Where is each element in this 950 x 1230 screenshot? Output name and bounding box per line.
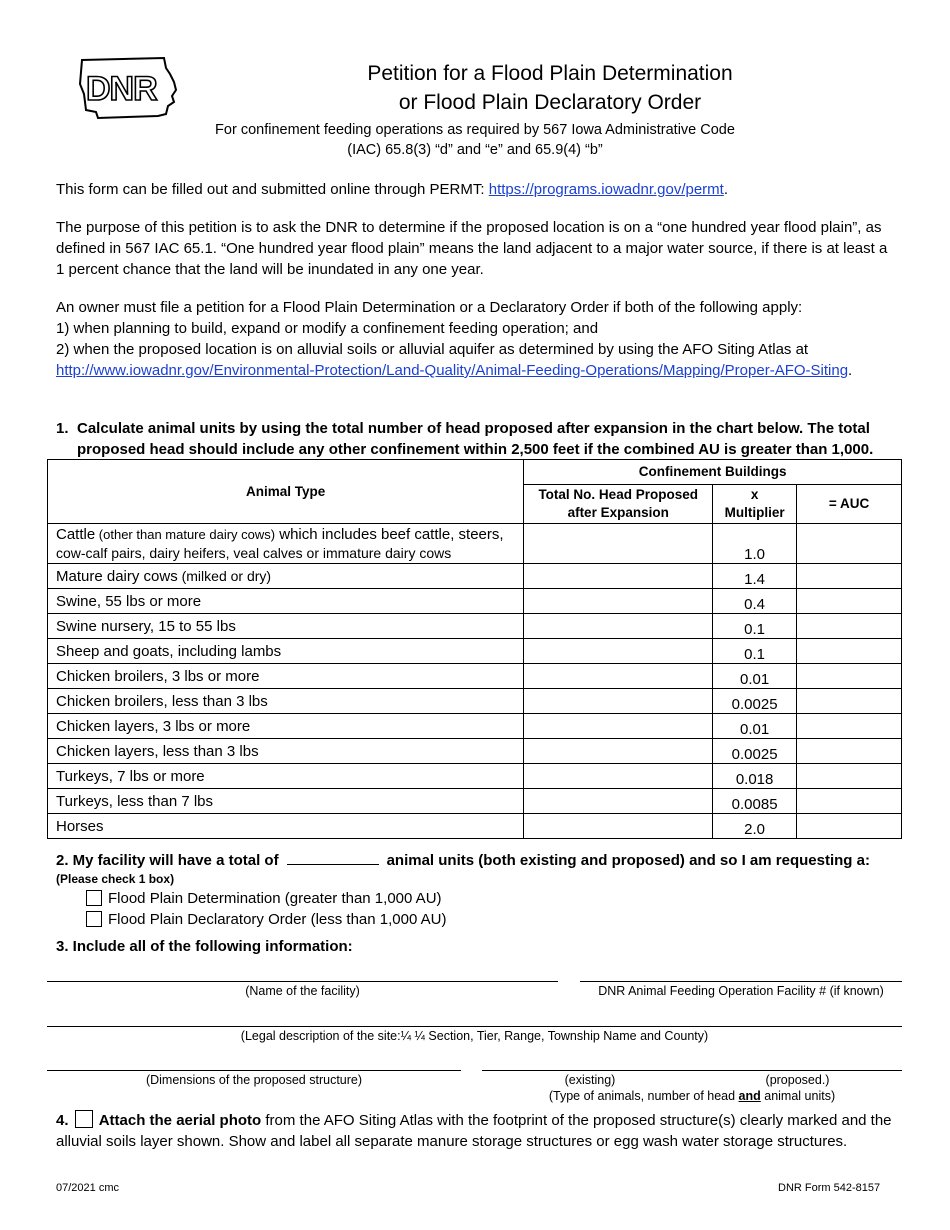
confinement-buildings-header: Confinement Buildings	[524, 460, 902, 485]
subtitle-line-2: (IAC) 65.8(3) “d” and “e” and 65.9(4) “b”	[347, 142, 603, 158]
facility-name-field[interactable]	[47, 981, 558, 982]
table-row	[48, 689, 902, 714]
table-row	[48, 524, 902, 564]
permt-link[interactable]: https://programs.iowadnr.gov/permt	[488, 181, 724, 198]
head-input-cell[interactable]	[524, 789, 713, 814]
auc-input-cell[interactable]	[797, 589, 902, 614]
multiplier-cell: 0.0025	[713, 739, 797, 764]
head-input-cell[interactable]	[524, 764, 713, 789]
animal-type-cell: Swine, 55 lbs or more	[48, 589, 524, 614]
type-caption-after: animal units)	[760, 1089, 836, 1103]
head-input-cell[interactable]	[524, 739, 713, 764]
multiplier-cell: 0.018	[713, 764, 797, 789]
option-2-label: Flood Plain Declaratory Order (less than 1,000 AU)	[108, 911, 447, 928]
auc-input-cell[interactable]	[797, 564, 902, 589]
animal-type-field[interactable]	[482, 1070, 902, 1071]
auc-input-cell[interactable]	[797, 639, 902, 664]
animal-type-rest: which includes beef cattle, steers,	[275, 525, 504, 543]
dimensions-caption: (Dimensions of the proposed structure)	[145, 1073, 363, 1087]
table-row	[48, 589, 902, 614]
animal-type-note: (other than mature dairy cows)	[95, 526, 276, 542]
table-row	[48, 814, 902, 839]
subtitle-line-1: For confinement feeding operations as required by 567 Iowa Administrative Code	[215, 122, 735, 138]
multiplier-cell: 0.1	[713, 639, 797, 664]
animal-type-cell: Turkeys, 7 lbs or more	[48, 764, 524, 789]
type-animals-caption	[482, 1089, 902, 1103]
auc-input-cell[interactable]	[797, 664, 902, 689]
type-caption-before: (Type of animals, number of head	[548, 1089, 739, 1103]
table-row	[48, 789, 902, 814]
online-end: .	[723, 181, 729, 198]
atlas-link[interactable]: http://www.iowadnr.gov/Environmental-Protection/Land-Quality/Animal-Feeding-Operations/Mapping/Proper-AFO-Siting	[56, 362, 849, 379]
animal-type-cell	[48, 524, 524, 564]
question-2	[56, 850, 936, 871]
animal-type-main: Cattle	[56, 525, 96, 543]
purpose-paragraph: The purpose of this petition is to ask the DNR to determine if the proposed location is on a “one hundred year flood plain”, as defined in 567 IAC 65.1. “One hundred year flood plain” means the land adjacent to a major water source, if there is at least a 1 percent chance that the land will be inundated in any one year.	[56, 219, 888, 278]
footer-date: 07/2021 cmc	[56, 1182, 119, 1194]
owner-line-1: An owner must file a petition for a Flood Plain Determination or a Declaratory Order if both of the following apply:	[56, 299, 803, 316]
q4-bold: Attach the aerial photo	[98, 1112, 262, 1129]
question-4	[56, 1110, 896, 1152]
animal-type-note: (milked or dry)	[177, 567, 272, 584]
facility-name-caption: (Name of the facility)	[245, 984, 360, 998]
q1-number: 1.	[56, 420, 69, 437]
dnr-logo-graphic	[78, 54, 180, 122]
q4-rest: from the AFO Siting Atlas with the footprint of the proposed structure(s) clearly marked and the alluvial soils layer shown. Show and label all separate manure storage structures or egg wash water storage structures.	[56, 1112, 892, 1150]
multiplier-cell: 0.01	[713, 664, 797, 689]
title-line-1: Petition for a Flood Plain Determination	[367, 62, 733, 85]
title-line-2: or Flood Plain Declaratory Order	[398, 91, 702, 114]
head-input-cell[interactable]	[524, 639, 713, 664]
auc-input-cell[interactable]	[797, 739, 902, 764]
animal-type-cell: Horses	[48, 814, 524, 839]
total-animal-units-field[interactable]	[287, 850, 379, 865]
animal-type-cell	[48, 564, 524, 589]
declaratory-checkbox[interactable]	[86, 911, 102, 927]
head-input-cell[interactable]	[524, 589, 713, 614]
auc-input-cell[interactable]	[797, 689, 902, 714]
auc-input-cell[interactable]	[797, 814, 902, 839]
aerial-photo-checkbox[interactable]	[75, 1110, 93, 1128]
animal-type-cell: Swine nursery, 15 to 55 lbs	[48, 614, 524, 639]
owner-line-3: 2) when the proposed location is on alluvial soils or alluvial aquifer as determined by using the AFO Siting Atlas at	[56, 341, 809, 358]
multiplier-cell: 0.1	[713, 614, 797, 639]
table-row	[48, 739, 902, 764]
animal-type-line2: cow-calf pairs, dairy heifers, veal calves or immature dairy cows	[56, 544, 452, 561]
animal-type-cell: Chicken broilers, less than 3 lbs	[48, 689, 524, 714]
dnr-logo	[78, 54, 180, 122]
owner-line-2: 1) when planning to build, expand or modify a confinement feeding operation; and	[56, 320, 599, 337]
question-1	[56, 418, 906, 460]
table-row	[48, 664, 902, 689]
table-row	[48, 714, 902, 739]
determination-checkbox[interactable]	[86, 890, 102, 906]
multiplier-cell: 0.01	[713, 714, 797, 739]
atlas-end: .	[848, 362, 853, 379]
multiplier-header: x Multiplier	[713, 485, 797, 524]
dimensions-field[interactable]	[47, 1070, 461, 1071]
animal-type-main: Mature dairy cows	[56, 567, 178, 585]
legal-description-field[interactable]	[47, 1026, 902, 1027]
q2-after: animal units (both existing and proposed) and so I am requesting a:	[386, 852, 870, 869]
total-head-header: Total No. Head Proposed after Expansion	[524, 485, 713, 524]
head-input-cell[interactable]	[524, 564, 713, 589]
multiplier-cell: 1.0	[713, 524, 797, 564]
multiplier-cell: 0.4	[713, 589, 797, 614]
animal-units-table	[47, 459, 902, 839]
type-caption-and: and	[738, 1089, 761, 1103]
head-input-cell[interactable]	[524, 689, 713, 714]
q2-before: 2. My facility will have a total of	[56, 852, 279, 869]
table-row	[48, 614, 902, 639]
page-title	[300, 59, 800, 117]
head-input-cell[interactable]	[524, 714, 713, 739]
option-determination	[86, 889, 442, 909]
subtitle	[150, 120, 800, 160]
check-note: (Please check 1 box)	[56, 872, 175, 886]
footer-form-number: DNR Form 542-8157	[778, 1182, 881, 1194]
q4-number: 4.	[56, 1112, 69, 1129]
head-input-cell[interactable]	[524, 664, 713, 689]
multiplier-cell: 0.0085	[713, 789, 797, 814]
table-row	[48, 564, 902, 589]
logo-text: DNR	[86, 70, 157, 108]
head-input-cell[interactable]	[524, 614, 713, 639]
animal-type-cell: Sheep and goats, including lambs	[48, 639, 524, 664]
existing-caption: (existing)	[564, 1073, 616, 1087]
q1-line-2: proposed head should include any other confinement within 2,500 feet if the combined AU is greater than 1,000.	[77, 441, 874, 458]
legal-description-caption: (Legal description of the site:¼ ¼ Section, Tier, Range, Township Name and County)	[240, 1029, 709, 1043]
head-input-cell[interactable]	[524, 524, 713, 564]
online-text: This form can be filled out and submitted online through PERMT:	[56, 181, 489, 198]
multiplier-cell: 0.0025	[713, 689, 797, 714]
multiplier-cell: 1.4	[713, 564, 797, 589]
animal-type-cell: Turkeys, less than 7 lbs	[48, 789, 524, 814]
facility-number-field[interactable]	[580, 981, 902, 982]
table-row	[48, 639, 902, 664]
option-1-label: Flood Plain Determination (greater than 1,000 AU)	[108, 890, 442, 907]
option-declaratory	[86, 910, 447, 930]
animal-type-cell: Chicken layers, 3 lbs or more	[48, 714, 524, 739]
animal-type-cell: Chicken broilers, 3 lbs or more	[48, 664, 524, 689]
animal-type-cell: Chicken layers, less than 3 lbs	[48, 739, 524, 764]
facility-number-caption: DNR Animal Feeding Operation Facility # (if known)	[598, 984, 884, 998]
multiplier-cell: 2.0	[713, 814, 797, 839]
q1-line-1: Calculate animal units by using the total number of head proposed after expansion in the chart below. The total	[77, 420, 870, 437]
auc-input-cell[interactable]	[797, 524, 902, 564]
auc-input-cell[interactable]	[797, 764, 902, 789]
auc-header: = AUC	[797, 485, 902, 524]
auc-input-cell[interactable]	[797, 714, 902, 739]
table-row	[48, 764, 902, 789]
animal-type-header: Animal Type	[48, 460, 524, 524]
head-input-cell[interactable]	[524, 814, 713, 839]
online-instructions	[56, 179, 896, 200]
proposed-caption: (proposed.)	[765, 1073, 830, 1087]
owner-paragraph	[56, 297, 916, 381]
question-3-heading: 3. Include all of the following information:	[56, 938, 353, 955]
auc-input-cell[interactable]	[797, 789, 902, 814]
auc-input-cell[interactable]	[797, 614, 902, 639]
